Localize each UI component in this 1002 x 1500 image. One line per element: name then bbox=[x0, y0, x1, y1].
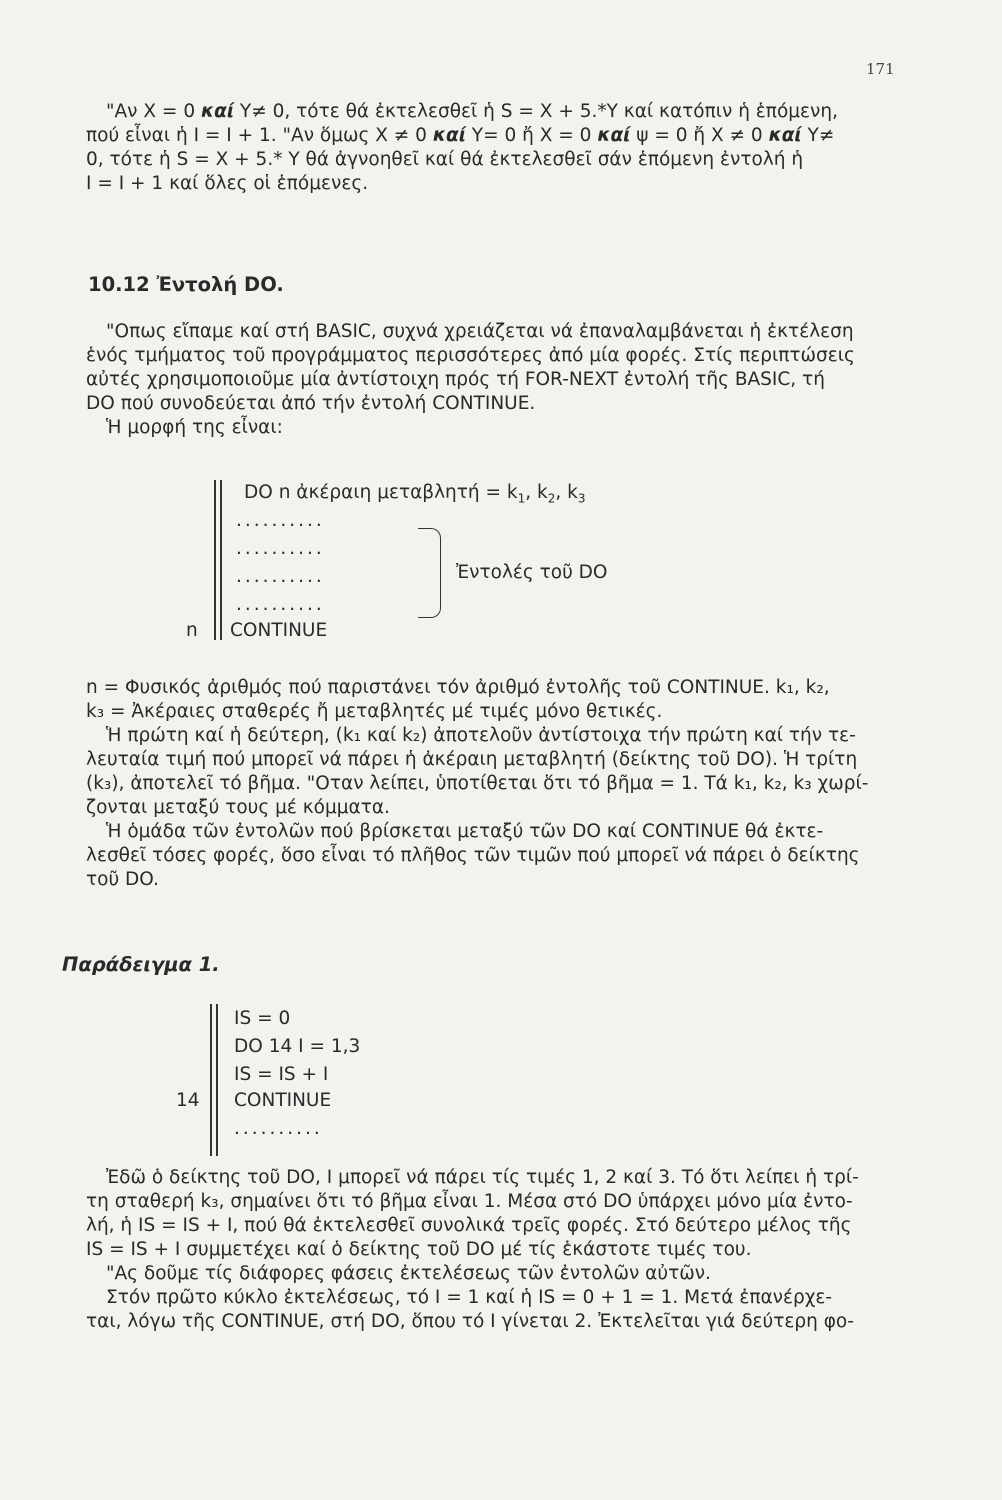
text-line: n = Φυσικός ἀριθμός πού παριστάνει τόν ἀριθμό ἐντολῆς τοῦ CONTINUE. k₁, k₂, bbox=[86, 677, 830, 698]
text-line: ζονται μεταξύ τους μέ κόμματα. bbox=[86, 797, 390, 818]
text-line: "Αν Χ = 0 καί Y≠ 0, τότε θά ἐκτελεσθεῖ ἡ S = X + 5.*Y καί κατόπιν ἡ ἑπόμενη, bbox=[106, 101, 838, 122]
continue-line: CONTINUE bbox=[230, 620, 328, 641]
text-line: Στόν πρῶτο κύκλο ἐκτελέσεως, τό I = 1 καί ἡ IS = 0 + 1 = 1. Μετά ἐπανέρχε- bbox=[106, 1287, 833, 1308]
definitions-paragraph bbox=[86, 676, 910, 892]
closing-paragraph bbox=[86, 1166, 910, 1334]
dots-line: .......... bbox=[236, 538, 325, 559]
dots-line: .......... bbox=[236, 566, 325, 587]
page-number: 171 bbox=[866, 60, 895, 78]
text-line: τοῦ DO. bbox=[86, 869, 159, 890]
text-line: "Ας δοῦμε τίς διάφορες φάσεις ἐκτελέσεως τῶν ἐντολῶν αὐτῶν. bbox=[106, 1263, 711, 1284]
code-line: IS = IS + I bbox=[234, 1064, 329, 1085]
right-brace bbox=[418, 528, 441, 618]
text-line: k₃ = Ἀκέραιες σταθερές ἤ μεταβλητές μέ τιμές μόνο θετικές. bbox=[86, 701, 663, 722]
text-line: Ἡ ὁμάδα τῶν ἐντολῶν πού βρίσκεται μεταξύ τῶν DO καί CONTINUE θά ἐκτε- bbox=[106, 821, 824, 842]
dots-line: .......... bbox=[236, 510, 325, 531]
intro-paragraph bbox=[86, 320, 910, 440]
code-line: DO 14 I = 1,3 bbox=[234, 1036, 361, 1057]
text-line: (k₃), ἀποτελεῖ τό βῆμα. "Οταν λείπει, ὑποτίθεται ὅτι τό βῆμα = 1. Τά k₁, k₂, k₃ χωρί- bbox=[86, 773, 869, 794]
statement-label: n bbox=[186, 620, 198, 641]
text-line: 0, τότε ἡ S = X + 5.* Y θά ἀγνοηθεῖ καί θά ἐκτελεσθεῖ σάν ἑπόμενη ἐντολή ἡ bbox=[86, 149, 804, 170]
text-line: Ἡ μορφή της εἶναι: bbox=[106, 417, 283, 438]
text-line: αὐτές χρησιμοποιοῦμε μία ἀντίστοιχη πρός τή FOR-NEXT ἐντολή τῆς BASIC, τή bbox=[86, 369, 825, 390]
text-line: ἑνός τμήματος τοῦ προγράμματος περισσότερες ἀπό μία φορές. Στίς περιπτώσεις bbox=[86, 345, 855, 366]
top-paragraph bbox=[86, 100, 910, 196]
vertical-rule bbox=[220, 480, 222, 640]
text-line: Ἐδῶ ὁ δείκτης τοῦ DO, I μπορεῖ νά πάρει τίς τιμές 1, 2 καί 3. Τό ὅτι λείπει ἡ τρί- bbox=[106, 1167, 859, 1188]
code-line: CONTINUE bbox=[234, 1090, 332, 1111]
text-line: Ι = Ι + 1 καί ὅλες οἱ ἑπόμενες. bbox=[86, 173, 369, 194]
text-line: ται, λόγω τῆς CONTINUE, στή DO, ὅπου τό I γίνεται 2. Ἐκτελεῖται γιά δεύτερη φο- bbox=[86, 1311, 854, 1332]
dots-line: .......... bbox=[234, 1118, 323, 1139]
text-line: τη σταθερή k₃, σημαίνει ὅτι τό βῆμα εἶναι 1. Μέσα στό DO ὑπάρχει μόνο μία ἐντο- bbox=[86, 1191, 853, 1212]
dots-line: .......... bbox=[236, 594, 325, 615]
example-title: Παράδειγμα 1. bbox=[62, 953, 220, 976]
text-line: "Οπως εἴπαμε καί στή BASIC, συχνά χρειάζεται νά ἐπαναλαμβάνεται ἡ ἐκτέλεση bbox=[106, 321, 854, 342]
brace-label: Ἐντολές τοῦ DO bbox=[456, 562, 608, 583]
do-form-line: DO n ἀκέραιη $\mu\varepsilon\tau\alpha\beta\lambda\eta\tau ή = k_1$, $k_2$, $k_3$ bbox=[244, 482, 586, 506]
vertical-rule bbox=[214, 480, 216, 640]
code-line: IS = 0 bbox=[234, 1008, 291, 1029]
statement-label: 14 bbox=[176, 1090, 200, 1111]
text-line: πού εἶναι ἡ Ι = Ι + 1. "Αν ὅμως Χ ≠ 0 καί Υ= 0 ἤ Χ = 0 καί ψ = 0 ἤ Χ ≠ 0 καί Y≠ bbox=[86, 125, 835, 146]
vertical-rule bbox=[216, 1004, 218, 1156]
text-line: λή, ἡ IS = IS + I, πού θά ἐκτελεσθεῖ συνολικά τρεῖς φορές. Στό δεύτερο μέλος τῆς bbox=[86, 1215, 852, 1236]
text-line: DO πού συνοδεύεται ἀπό τήν ἐντολή CONTINUE. bbox=[86, 393, 536, 414]
section-heading: 10.12 Ἐντολή DO. bbox=[88, 273, 284, 296]
text-line: Ἡ πρώτη καί ἡ δεύτερη, (k₁ καί k₂) ἀποτελοῦν ἀντίστοιχα τήν πρώτη καί τήν τε- bbox=[106, 725, 856, 746]
vertical-rule bbox=[210, 1004, 212, 1156]
text-line: λεσθεῖ τόσες φορές, ὅσο εἶναι τό πλῆθος τῶν τιμῶν πού μπορεῖ νά πάρει ὁ δείκτης bbox=[86, 845, 860, 866]
text-line: λευταία τιμή πού μπορεῖ νά πάρει ἡ ἀκέραιη μεταβλητή (δείκτης τοῦ DO). Ἡ τρίτη bbox=[86, 749, 858, 770]
text-line: IS = IS + I συμμετέχει καί ὁ δείκτης τοῦ DO μέ τίς ἑκάστοτε τιμές του. bbox=[86, 1239, 752, 1260]
